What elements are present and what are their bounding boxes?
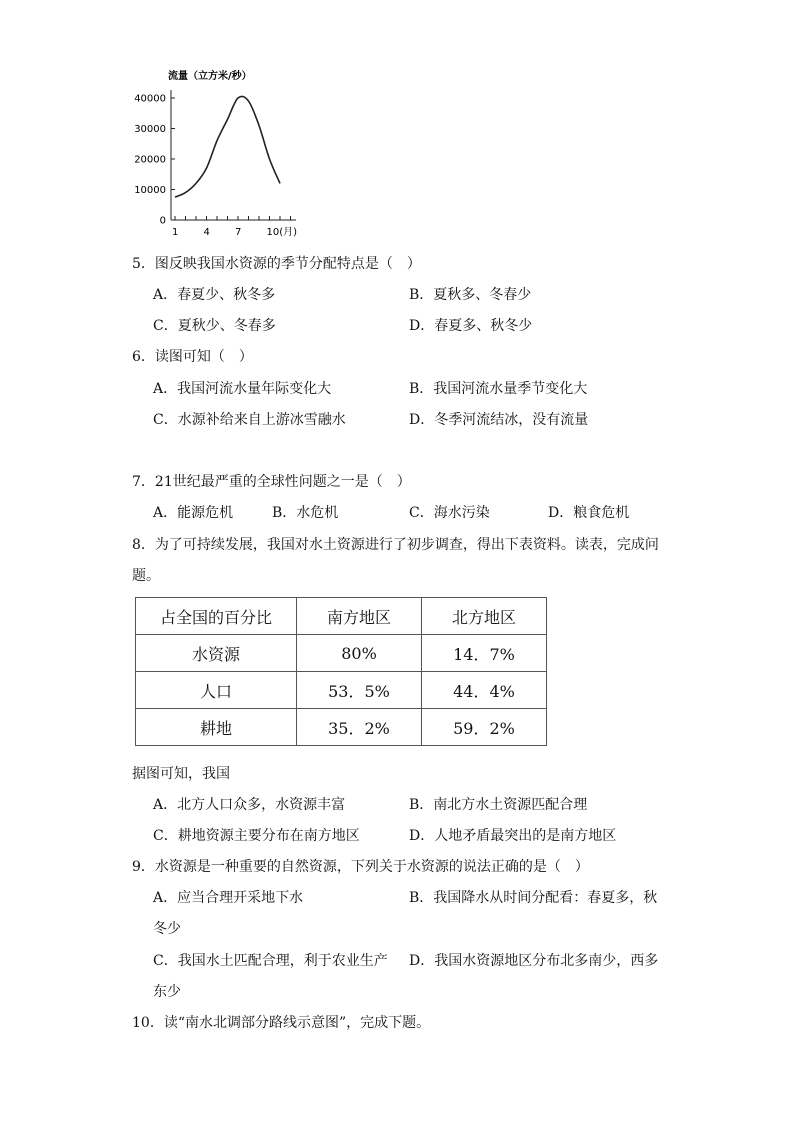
- q5-option-c: C．夏秋少、冬春多: [153, 318, 276, 334]
- water-land-table: [135, 597, 547, 746]
- table-cell: 人口: [136, 672, 297, 709]
- y-tick-label: 30000: [134, 124, 166, 135]
- question-5-stem: 5．图反映我国水资源的季节分配特点是（ ）: [132, 256, 421, 272]
- q9-option-b-continued: 冬少: [153, 921, 181, 937]
- q7-option-a: A．能源危机: [153, 505, 234, 521]
- question-7-stem: 7．21世纪最严重的全球性问题之一是（ ）: [132, 474, 411, 490]
- table-header-cell: 北方地区: [422, 598, 547, 635]
- question-10-stem: 10．读“南水北调部分路线示意图”，完成下题。: [132, 1015, 431, 1031]
- y-tick-label: 20000: [134, 154, 166, 166]
- table-cell: 59．2%: [422, 709, 547, 746]
- question-8-after-text: 据图可知，我国: [132, 766, 230, 782]
- q9-option-d: D．我国水资源地区分布北多南少，西多: [409, 953, 659, 969]
- q7-option-b: B．水危机: [272, 505, 339, 521]
- question-8-stem-line2: 题。: [132, 568, 160, 584]
- q6-option-b: B．我国河流水量季节变化大: [409, 381, 588, 397]
- flow-chart-svg: [120, 62, 320, 242]
- question-9-stem: 9．水资源是一种重要的自然资源，下列关于水资源的说法正确的是（ ）: [132, 859, 589, 875]
- table-header-cell: 南方地区: [297, 598, 422, 635]
- x-tick-label: 1: [172, 227, 179, 238]
- table-cell: 44．4%: [422, 672, 547, 709]
- table-cell: 80%: [297, 635, 422, 672]
- y-ticks: [134, 94, 175, 227]
- q5-option-b: B．夏秋多、冬春少: [409, 287, 532, 303]
- table-row: [136, 672, 547, 709]
- y-axis-label: 流量（立方米/秒）: [168, 71, 252, 82]
- question-6-stem: 6．读图可知（ ）: [132, 349, 253, 365]
- q6-option-d: D．冬季河流结冰，没有流量: [409, 412, 589, 428]
- y-tick-label: 40000: [134, 93, 166, 105]
- table-cell: 14．7%: [422, 635, 547, 672]
- x-tick-label: 7: [235, 227, 242, 238]
- q7-option-d: D．粮食危机: [548, 505, 630, 521]
- q8-option-b: B．南北方水土资源匹配合理: [409, 797, 588, 813]
- q8-option-d: D．人地矛盾最突出的是南方地区: [409, 828, 617, 844]
- q9-option-b: B．我国降水从时间分配看：春夏多，秋: [409, 890, 658, 906]
- q6-option-c: C．水源补给来自上游冰雪融水: [153, 412, 346, 428]
- q5-option-d: D．春夏多、秋冬少: [409, 318, 533, 334]
- x-tick-label: 10(月): [266, 227, 298, 238]
- table-cell: 耕地: [136, 709, 297, 746]
- series-line: [175, 96, 280, 197]
- question-8-stem-line1: 8．为了可持续发展，我国对水土资源进行了初步调查，得出下表资料。读表，完成问: [132, 537, 659, 553]
- table-cell: 水资源: [136, 635, 297, 672]
- q8-option-a: A．北方人口众多，水资源丰富: [153, 797, 346, 813]
- y-tick-label: 0: [159, 215, 166, 227]
- y-tick-label: 10000: [134, 185, 166, 196]
- table-cell: 53．5%: [297, 672, 422, 709]
- q9-option-d-continued: 东少: [153, 984, 181, 1000]
- table-header-row: [136, 598, 547, 635]
- table-cell: 35．2%: [297, 709, 422, 746]
- q9-option-c: C．我国水土匹配合理，利于农业生产: [153, 953, 388, 969]
- table-header-cell: 占全国的百分比: [136, 598, 297, 635]
- x-tick-label: 4: [203, 227, 210, 238]
- q7-option-c: C．海水污染: [409, 505, 490, 521]
- q5-option-a: A．春夏少、秋冬多: [153, 287, 276, 303]
- q6-option-a: A．我国河流水量年际变化大: [153, 381, 332, 397]
- x-ticks: [172, 216, 297, 238]
- table-row: [136, 709, 547, 746]
- q8-option-c: C．耕地资源主要分布在南方地区: [153, 828, 360, 844]
- table-row: [136, 635, 547, 672]
- flow-chart: [120, 62, 320, 242]
- q9-option-a: A．应当合理开采地下水: [153, 890, 304, 906]
